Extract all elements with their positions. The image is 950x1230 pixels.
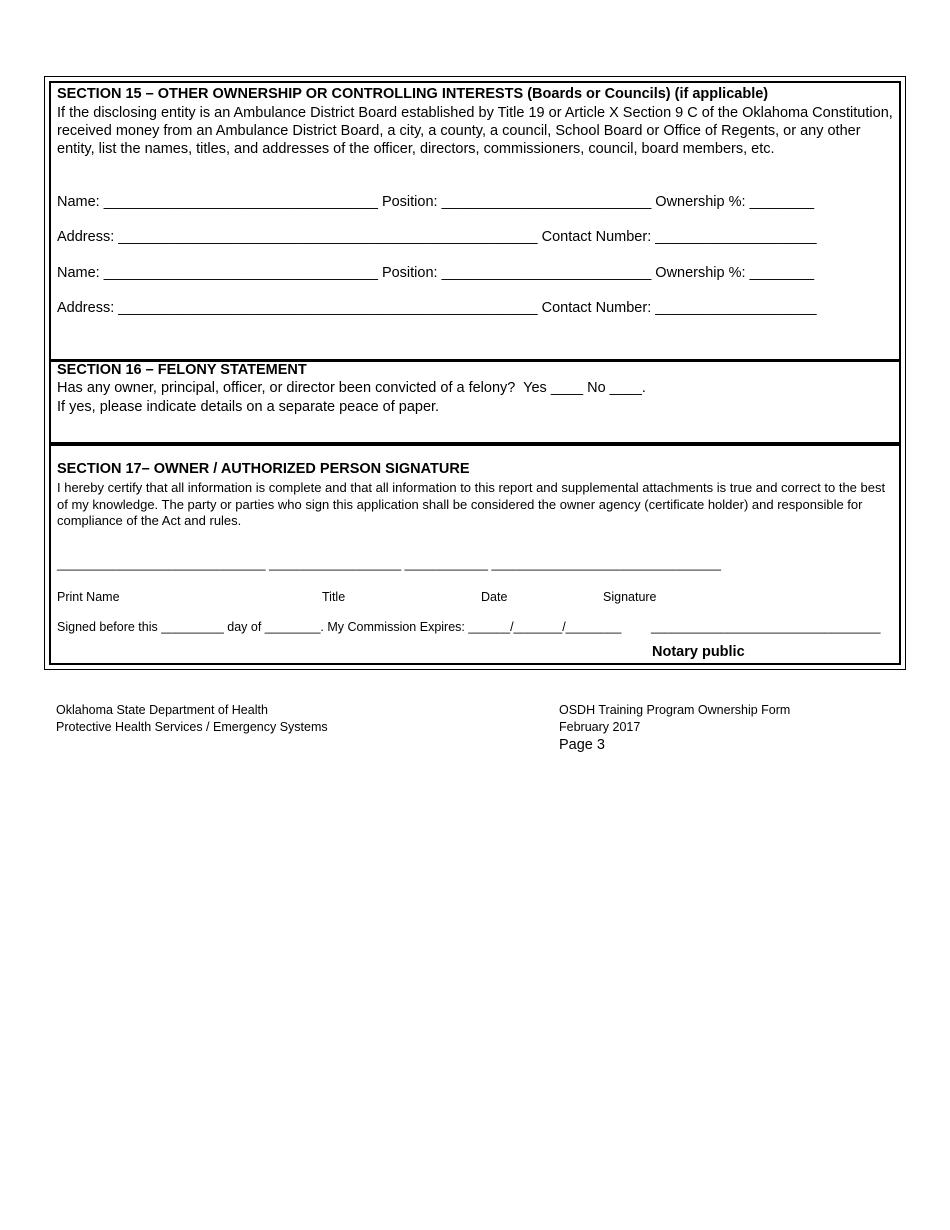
footer-department: Oklahoma State Department of Health bbox=[56, 703, 268, 717]
owner-1-address-contact-row[interactable]: Address: ____________________________________________________ Contact Number: ____________________ bbox=[57, 229, 817, 245]
notary-statement[interactable]: Signed before this _________ day of ________. My Commission Expires: ______/_______/________ bbox=[57, 620, 622, 634]
notary-signature-line[interactable]: _________________________________ bbox=[651, 620, 881, 634]
certification-statement: I hereby certify that all information is complete and that all information to this report and supplemental attachments is true and correct to the best of my knowledge. The party or parties who sign this application shall be considered the owner agency (certificate holder) and responsible for compliance of the Act and rules. bbox=[57, 480, 886, 528]
form-inner-border bbox=[49, 81, 901, 665]
section-16-title: SECTION 16 – FELONY STATEMENT bbox=[57, 362, 307, 378]
form-frame bbox=[44, 76, 906, 670]
owner-2-address-contact-row[interactable]: Address: ____________________________________________________ Contact Number: ____________________ bbox=[57, 300, 817, 316]
owner-2-name-position-row[interactable]: Name: __________________________________ Position: __________________________ Ownership %: ________ bbox=[57, 265, 815, 281]
footer-date: February 2017 bbox=[559, 719, 641, 734]
signature-label: Signature bbox=[603, 590, 657, 604]
page-number: Page 3 bbox=[559, 737, 605, 753]
footer-right bbox=[559, 702, 790, 754]
section-17-title: SECTION 17– OWNER / AUTHORIZED PERSON SIGNATURE bbox=[57, 461, 470, 477]
date-label: Date bbox=[481, 590, 508, 604]
section-15-instructions: If the disclosing entity is an Ambulance District Board established by Title 19 or Article X Section 9 C of the Oklahoma Constitution, received money from an Ambulance District Board, a city, a county, a council, School Board or Office of Regents, or any other entity, list the names, titles, and addresses of the officer, directors, commissioners, council, board members, etc. bbox=[57, 105, 893, 157]
footer-division: Protective Health Services / Emergency Systems bbox=[56, 719, 328, 734]
section-15 bbox=[51, 83, 899, 359]
section-17 bbox=[51, 442, 899, 677]
footer-form-name: OSDH Training Program Ownership Form bbox=[559, 703, 791, 717]
footer-left bbox=[56, 702, 328, 735]
print-name-label: Print Name bbox=[57, 590, 120, 604]
felony-question[interactable]: Has any owner, principal, officer, or director been convicted of a felony? Yes ____ No ____. bbox=[57, 380, 646, 396]
title-label: Title bbox=[322, 590, 346, 604]
owner-1-name-position-row[interactable]: Name: __________________________________ Position: __________________________ Ownership %: ________ bbox=[57, 194, 815, 210]
signature-lines[interactable]: ______________________________ ___________________ ____________ _________________________________ bbox=[57, 557, 721, 571]
felony-note: If yes, please indicate details on a separate peace of paper. bbox=[57, 399, 440, 415]
notary-public-label: Notary public bbox=[652, 644, 745, 660]
section-15-title: SECTION 15 – OTHER OWNERSHIP OR CONTROLLING INTERESTS (Boards or Councils) (if applicable) bbox=[57, 86, 769, 102]
section-16 bbox=[51, 359, 899, 444]
